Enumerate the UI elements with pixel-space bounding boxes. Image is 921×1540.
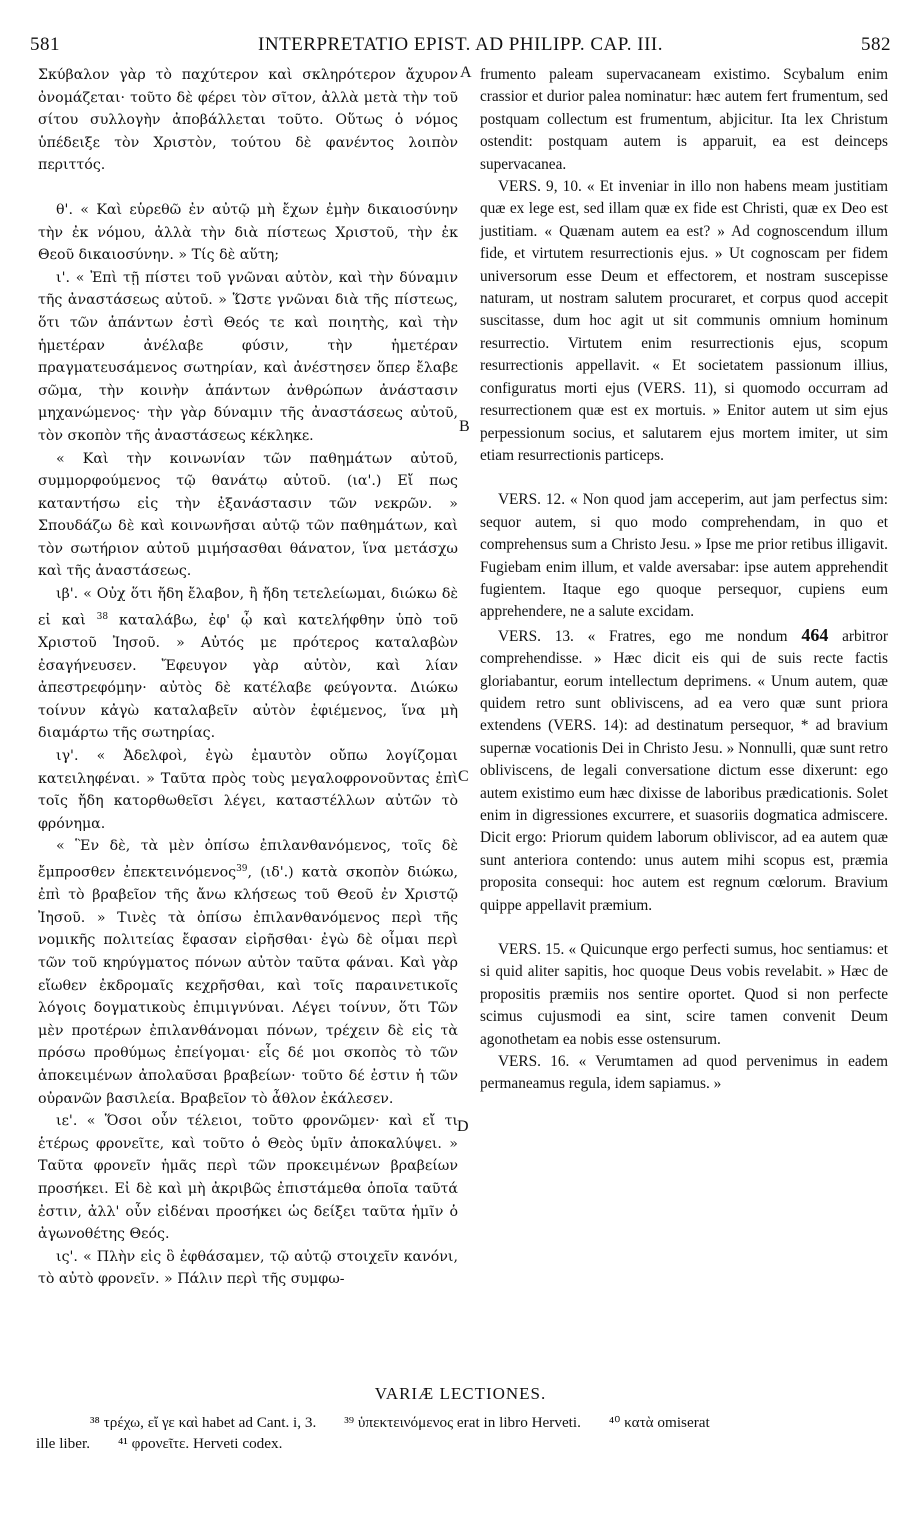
variant-note-41: ⁴¹ φρονεῖτε. Herveti codex. (118, 1435, 283, 1452)
running-header (30, 34, 891, 60)
variant-note-39: ³⁹ ὑπεκτεινόμενος erat in libro Herveti. (344, 1414, 581, 1431)
greek-paragraph: « Καὶ τὴν κοινωνίαν τῶν παθημάτων αὐτοῦ, συμμορφούμενος τῷ θανάτῳ αὐτοῦ. (ια'.) Εἴ πως καταντήσω εἰς τὴν ἐξανάστασιν τῶν νεκρῶν. » Σπουδάζω δὲ καὶ κοινωνῆσαι αὐτῷ τῶν παθημάτων, καὶ τὸν σωτήριον αὐτοῦ μιμήσασθαι θάνατον, ἵνα μετάσχω καὶ τῆς ἀναστάσεως. (38, 450, 458, 580)
greek-text: « Ἓν δὲ, τὰ μὲν ὀπίσω ἐπιλανθανόμενος, τοῖς δὲ ἔμπροσθεν ἐπεκτεινόμενος (38, 838, 458, 881)
page-number-left: 581 (30, 34, 60, 55)
greek-paragraph: ις'. « Πλὴν εἰς ὃ ἐφθάσαμεν, τῷ αὐτῷ στοιχεῖν κανόνι, τὸ αὐτὸ φρονεῖν. » Πάλιν περὶ τῆς συμφω- (38, 1248, 458, 1288)
latin-paragraph: VERS. 12. « Non quod jam acceperim, aut jam perfectus sim: sequor autem, si quo modo comprehendam, in quo et comprehensus sum a Christo Jesu. » Ipse me prior retibus illigavit. Fugiebam enim illum, et valde aversabar: ipse autem apprehendit fugientem. Itaque ego quoque persequor, cupiens eum apprehendere, ne a salute excidam. (480, 491, 888, 621)
running-title: INTERPRETATIO EPIST. AD PHILIPP. CAP. III. (258, 34, 663, 55)
latin-paragraph: frumento paleam supervacaneam existimo. Scybalum enim crassior et durior palea nominatur: hæc autem fert frumentum, sed postquam collectum est frumentum, abjicitur. Ita lex Christum ostendit: postquam autem is apparuit, ea est deinceps supervacanea. (480, 66, 888, 173)
latin-column (480, 64, 888, 1096)
column-number-464: 464 (801, 624, 829, 645)
greek-text: καταλάβω, ἐφ' ᾧ καὶ κατελήφθην ὑπὸ τοῦ Χριστοῦ Ἰησοῦ. » Αὐτός με πρότερος καταλαβὼν ἐσαγήνευσεν. Ἔφευγον γὰρ αὐτὸν, καὶ λίαν ἀπεστρεφόμην· αὐτὸς δὲ κατέλαβε φεύγοντα. Διώκω τοίνυν κἀγὼ καταλαβεῖν αὐτὸν ἐφιέμενος, ἵνα μὴ διαμάρτω τῆς σωτηρίας. (38, 612, 459, 742)
latin-paragraph: VERS. 15. « Quicunque ergo perfecti sumus, hoc sentiamus: et si quid aliter sapitis, hoc quoque Deus vobis revelabit. » Hæc de propositis præmiis nos sentire oportet. Quod si non perfecte scimus cujusmodi ea sint, scire tamen convenit Deum agonothetam ea nobis esse ostensurum. (480, 941, 888, 1048)
latin-paragraph: VERS. 9, 10. « Et inveniar in illo non habens meam justitiam quæ ex lege est, sed illam quæ ex fide est Christi, quæ ex Deo est justitiam. « Quænam autem ea est? » Ad cognoscendum illum fide, et virtutem resurrectionis ejus. » Ut cognoscam per fidem universorum esse Deum et effectorem, et nostram suscepisse naturam, ut nostram salutem procuraret, et corpus quod accepit suscitasse, dum hoc agit ut sit communis omnium hominum resurrectio. Virtutem enim resurrectionis ejus, scopum resurrectionis appellavit. « Et societatem passionum illius, configuratus morti ejus (VERS. 11), si quomodo occurram ad resurrectionem quæ est ex mortuis. » Enitor autem ut sim ejus perpessionum socius, et salutarem ejus mortem imiter, ut sim etiam resurrectionis particeps. (480, 178, 888, 464)
variant-note-40: ⁴⁰ κατὰ omiserat (608, 1414, 710, 1431)
footnote-ref-39: 39 (236, 863, 248, 874)
greek-text: ιβ'. « Οὐχ ὅτι ἤδη ἔλαβον, ἢ ἤδη τετελείωμαι, διώκω δὲ εἰ καὶ (38, 586, 458, 629)
latin-text: VERS. 13. « Fratres, ego me nondum (498, 627, 788, 645)
margin-mark-d: D (457, 1118, 469, 1135)
margin-mark-c: C (458, 768, 469, 785)
greek-paragraph: θ'. « Καὶ εὑρεθῶ ἐν αὐτῷ μὴ ἔχων ἐμὴν δικαιοσύνην τὴν ἐκ νόμου, ἀλλὰ τὴν διὰ πίστεως Χριστοῦ, τὴν ἐκ Θεοῦ δικαιοσύνην. » Τίς δὲ αὕτη; (38, 201, 458, 264)
latin-paragraph: VERS. 16. « Verumtamen ad quod pervenimus in eadem permaneamus regula, idem sapiamus. » (480, 1053, 888, 1093)
footnote-ref-38: 38 (96, 611, 109, 622)
page-number-right: 582 (861, 34, 891, 55)
greek-paragraph: ι'. « Ἐπὶ τῇ πίστει τοῦ γνῶναι αὐτὸν, καὶ τὴν δύναμιν τῆς ἀναστάσεως αὐτοῦ. » Ὥστε γνῶναι διὰ τῆς πίστεως, ὅτι τῶν ἁπάντων ἐστὶ Θεός τε καὶ ποιητὴς, καὶ τὴν ἡμετέραν ἀνέλαβε φύσιν, τὴν ἡμετέραν πραγματευσάμενος σωτηρίαν, καὶ ἀνέστησεν ὅπερ ἔλαβε σῶμα, τὴν κοινὴν ἁπάντων ἀνθρώπων ἀνάστασιν μηχανώμενος· τὴν γὰρ δύναμιν τῆς ἀναστάσεως αὐτοῦ, τὸν σκοπὸν τῆς ἀναστάσεως κέκληκε. (38, 269, 458, 444)
greek-paragraph: Σκύβαλον γὰρ τὸ παχύτερον καὶ σκληρότερον ἄχυρον ὀνομάζεται· τοῦτο δὲ φέρει τὸν σῖτον, ἀλλὰ μετὰ τὴν τοῦ σίτου συλλογὴν ἀποβάλλεται τοῦτο. Οὕτως ὁ νόμος ὑπέδειξε τὸν Χριστὸν, τούτου δὲ φανέντος λοιπὸν περιττός. (38, 67, 458, 174)
greek-paragraph: ιγ'. « Ἀδελφοὶ, ἐγὼ ἐμαυτὸν οὔπω λογίζομαι κατειληφέναι. » Ταῦτα πρὸς τοὺς μεγαλοφρονοῦντας ἐπὶ τοῖς ἤδη κατορθωθεῖσι λέγει, καταστέλλων αὐτῶν τὸ φρόνημα. (38, 747, 458, 832)
variant-note-40-cont: ille liber. (36, 1435, 90, 1452)
greek-column (38, 64, 458, 1291)
margin-mark-b: B (459, 418, 470, 435)
variant-notes (36, 1412, 890, 1454)
greek-paragraph (38, 583, 458, 745)
margin-mark-a: A (460, 64, 472, 81)
variae-lectiones-heading: VARIÆ LECTIONES. (374, 1384, 547, 1403)
greek-text: , (ιδ'.) κατὰ σκοπὸν διώκω, ἐπὶ τὸ βραβεῖον τῆς ἄνω κλήσεως τοῦ Θεοῦ ἐν Χριστῷ Ἰησοῦ. » Τινὲς τὰ ὀπίσω ἐπιλανθανόμενος περὶ τῆς νομικῆς πολιτείας ἔφασαν εἰρῆσθαι· ἐγὼ δὲ οἶμαι περὶ τῶν τοῦ κηρύγματος πόνων αὐτὸν ταῦτα φάναι. Καὶ γὰρ εἴωθεν ἐκδρομαῖς κεχρῆσθαι, καὶ τοῖς παραινετικοῖς λόγοις δογματικοὺς ἐπιμιγνύναι. Λέγει τοίνυν, ὅτι Τῶν μὲν προτέρων ἐπιλανθάνομαι πόνων, τρέχειν δὲ εἰς τὰ πρόσω προθύμως ἐπείγομαι· εἷς δέ μοι σκοπὸς τὸ τῶν ἀποκειμένων ἀπολαῦσαι βραβείων· τοῦτο δέ ἐστιν ἡ τῶν οὐρανῶν βασιλεία. Βραβεῖον τὸ ἆθλον ἐκάλεσεν. (38, 864, 458, 1107)
variant-note-38: ³⁸ τρέχω, εἴ γε καὶ habet ad Cant. i, 3. (90, 1414, 317, 1431)
latin-paragraph (480, 624, 888, 917)
greek-paragraph: ιε'. « Ὅσοι οὖν τέλειοι, τοῦτο φρονῶμεν· καὶ εἴ τι ἑτέρως φρονεῖτε, καὶ τοῦτο ὁ Θεὸς ὑμῖν ἀποκαλύψει. » Ταῦτα φρονεῖν ἡμᾶς περὶ τῶν προκειμένων βραβείων προσήκει. Εἰ δὲ καὶ μὴ ἀκριβῶς ἐπιστάμεθα ὁποῖα ταῦτά ἐστιν, ἀλλ' οὖν εἰδέναι προσήκει ὡς δείξει ταῦτα ἡμῖν ὁ ἀγωνοθέτης Θεός. (38, 1113, 458, 1243)
latin-text: arbitror comprehendisse. » Hæc dicit eis qui de suis recte factis gloriabantur, eorum intellectum deprimens. « Unum autem, quæ quidem retro sunt obliviscens, ad ea vero quæ sunt priora extendens (VERS. 14): ad destinatum persequor, * ad bravium supernæ vocationis Dei in Christo Jesu. » Nonnulli, quæ sunt retro obliviscens, de legali conversatione dictum esse dixerunt: ego autem existimo eum hæc dixisse de laboribus prædicationis. Solet enim in digressiones excurrere, et suasoriis dogmatica admiscere. Dicit ergo: Priorum quidem laborum obliviscor, ad ea autem quæ sunt anteriora contendo: unus autem mihi scopus est, præmia proposita consequi: hoc autem est regnum cœlorum. Bravium quippe appellavit præmium. (480, 627, 889, 914)
greek-paragraph (38, 835, 458, 1110)
